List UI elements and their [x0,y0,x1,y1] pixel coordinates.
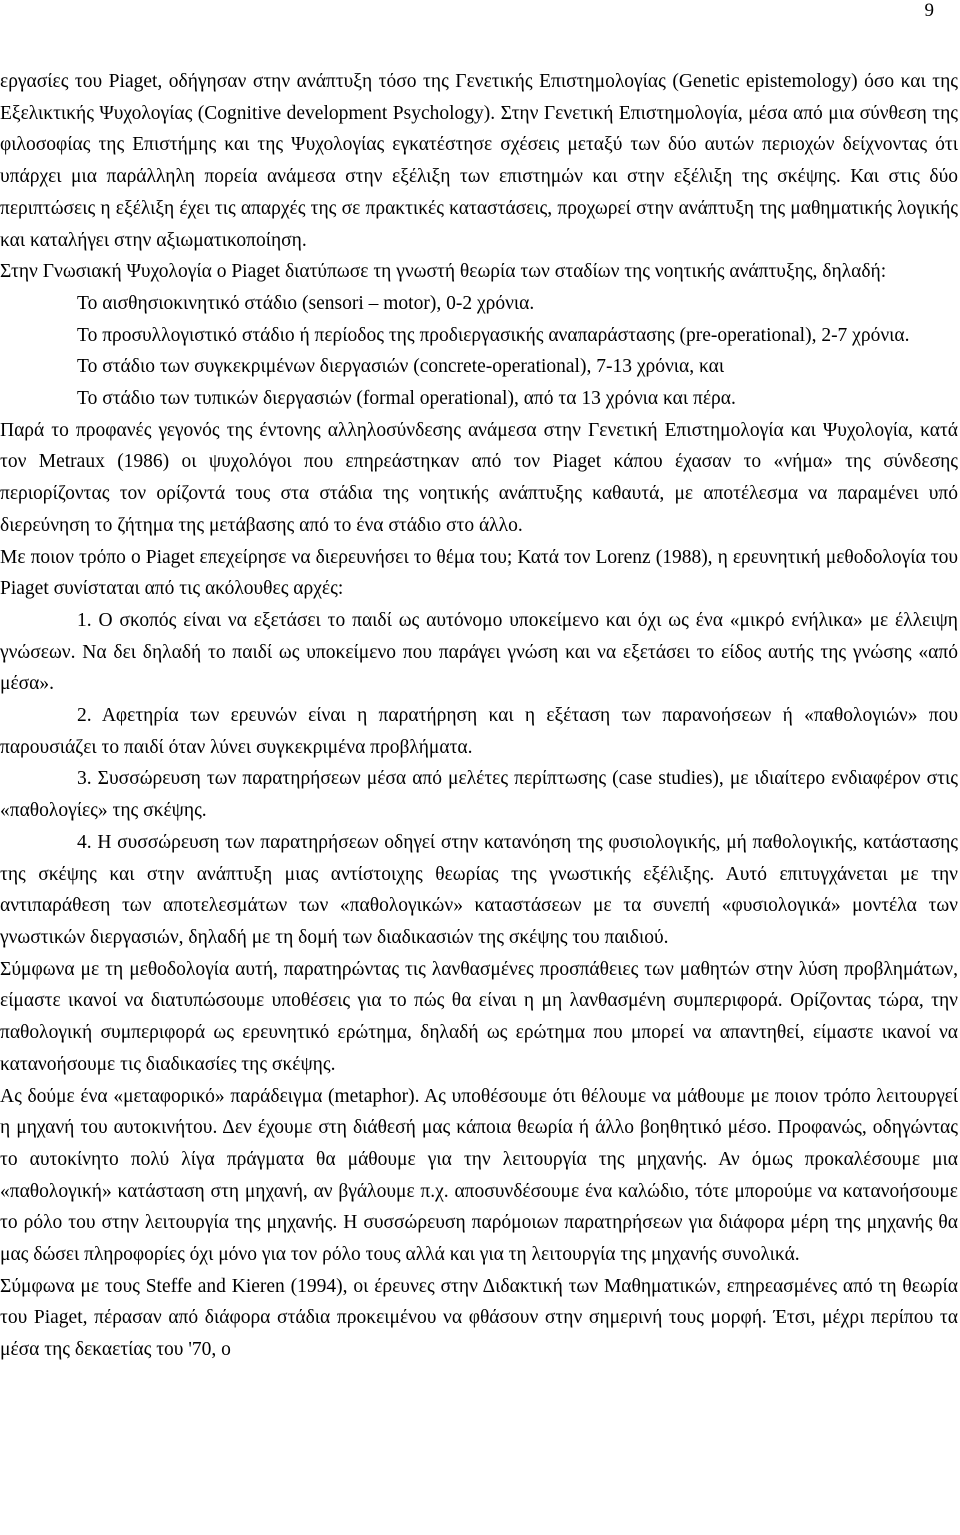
stage-sensorimotor: Το αισθησιοκινητικό στάδιο (sensori – motor), 0-2 χρόνια. [77,292,535,314]
principle-1: 1. Ο σκοπός είναι να εξετάσει το παιδί ως αυτόνομο υποκείμενο και όχι ως ένα «μικρό ενήλικα» με έλλειψη γνώσεων. Να δει δηλαδή το παιδί ως υποκείμενο που παράγει γνώση και να εξετάσει το είδος αυτής της γνώσης «από μέσα». [0,609,958,695]
principle-3: 3. Συσσώρευση των παρατηρήσεων μέσα από μελέτες περίπτωσης (case studies), με ιδιαίτερο ενδιαφέρον στις «παθολογίες» της σκέψης. [0,768,958,822]
page-number: 9 [924,0,934,21]
paragraph-methodology-application: Σύμφωνα με τη μεθοδολογία αυτή, παρατηρώντας τις λανθασμένες προσπάθειες των μαθητών στην λύση προβλημάτων, είμαστε ικανοί να διατυπώσουμε υποθέσεις για το πώς θα είναι η μη λανθασμένη συμπεριφορά. Ορίζοντας τώρα, την παθολογική συμπεριφορά ως ερευνητικό ερώτημα, δηλαδή ως ερώτημα που μπορεί να απαντηθεί, είμαστε ικανοί να κατανοήσουμε τις διαδικασίες της σκέψης. [0,958,958,1075]
paragraph-cognitive-psychology: Στην Γνωσιακή Ψυχολογία ο Piaget διατύπωσε τη γνωστή θεωρία των σταδίων της νοητικής ανάπτυξης, δηλαδή: [0,261,887,283]
document-body [0,66,958,1366]
paragraph-steffe-kieren: Σύμφωνα με τους Steffe and Kieren (1994), οι έρευνες στην Διδακτική των Μαθηματικών, επηρεασμένες από τη θεωρία του Piaget, πέρασαν από διάφορα στάδια προκειμένου να φθάσουν στην σημερινή τους μορφή. Έτσι, μέχρι περίπου τα μέσα της δεκαετίας του '70, ο [0,1275,958,1361]
paragraph-piaget-epistemology: εργασίες του Piaget, οδήγησαν στην ανάπτυξη τόσο της Γενετικής Επιστημολογίας (Genetic epistemology) όσο και της Εξελικτικής Ψυχολογίας (Cognitive development Psychology). Στην Γενετική Επιστημολογία, μέσα από μια σύνθεση της φιλοσοφίας της Επιστήμης και της Ψυχολογίας εγκατέστησε σχέσεις μεταξύ των δύο αυτών περιοχών δείχνοντας ότι υπάρχει μια παράλληλη πορεία ανάμεσα στην εξέλιξη των επιστημών και στην εξέλιξη της σκέψης. Και στις δύο περιπτώσεις η εξέλιξη έχει τις απαρχές της σε πρακτικές καταστάσεις, προχωρεί στην ανάπτυξη της μαθηματικής λογικής και καταλήγει στην αξιωματικοποίηση. [0,71,958,251]
paragraph-car-metaphor: Ας δούμε ένα «μεταφορικό» παράδειγμα (metaphor). Ας υποθέσουμε ότι θέλουμε να μάθουμε με ποιον τρόπο λειτουργεί η μηχανή του αυτοκινήτου. Δεν έχουμε στη διάθεσή μας κάποια θεωρία ή άλλο βοηθητικό μέσο. Προφανώς, οδηγώντας το αυτοκίνητο πολύ λίγα πράγματα θα μάθουμε για την λειτουργία της μηχανής. Αν όμως προκαλέσουμε μια «παθολογική» κατάσταση στη μηχανή, αν βγάλουμε π.χ. αποσυνδέσουμε ένα καλώδιο, τότε μπορούμε να κατανοήσουμε το ρόλο του στην λειτουργία της μηχανής. Η συσσώρευση παρόμοιων παρατηρήσεων για διάφορα μέρη της μηχανής θα μας δώσει πληροφορίες όχι μόνο για τον ρόλο τους αλλά και για τη λειτουργία της μηχανής συνολικά. [0,1085,958,1266]
stage-formal-operational: Το στάδιο των τυπικών διεργασιών (formal operational), από τα 13 χρόνια και πέρα. [77,388,736,410]
paragraph-metraux: Παρά το προφανές γεγονός της έντονης αλληλοσύνδεσης ανάμεσα στην Γενετική Επιστημολογία και Ψυχολογία, κατά τον Metraux (1986) οι ψυχολόγοι που επηρεάστηκαν από τον Piaget κάπου έχασαν το «νήμα» της σύνδεσης περιορίζοντας τον ορίζοντά τους στα στάδια της νοητικής ανάπτυξης καθαυτά, με αποτέλεσμα να παραμένει υπό διερεύνηση το ζήτημα της μετάβασης από το ένα στάδιο στο άλλο. [0,419,958,536]
principle-4: 4. Η συσσώρευση των παρατηρήσεων οδηγεί στην κατανόηση της φυσιολογικής, μή παθολογικής, κατάστασης της σκέψης και στην ανάπτυξη μιας αντίστοιχης θεωρίας της γνωστικής εξέλιξης. Αυτό επιτυγχάνεται με την αντιπαράθεση των αποτελεσμάτων των «παθολογικών» καταστάσεων με τα συνεπή «φυσιολογικά» μοντέλα των γνωστικών διεργασιών, δηλαδή με τη δομή των διαδικασιών της σκέψης του παιδιού. [0,831,958,948]
stage-concrete-operational: Το στάδιο των συγκεκριμένων διεργασιών (concrete-operational), 7-13 χρόνια, και [77,356,725,378]
principle-2: 2. Αφετηρία των ερευνών είναι η παρατήρηση και η εξέταση των παρανοήσεων ή «παθολογιών» που παρουσιάζει το παιδί όταν λύνει συγκεκριμένα προβλήματα. [0,705,958,758]
paragraph-lorenz-methodology: Με ποιον τρόπο ο Piaget επεχείρησε να διερευνήσει το θέμα του; Κατά τον Lorenz (1988), η ερευνητική μεθοδολογία του Piaget συνίσταται από τις ακόλουθες αρχές: [0,546,958,600]
stage-preoperational: Το προσυλλογιστικό στάδιο ή περίοδος της προδιεργασικής αναπαράστασης (pre-operational), 2-7 χρόνια. [77,324,910,346]
